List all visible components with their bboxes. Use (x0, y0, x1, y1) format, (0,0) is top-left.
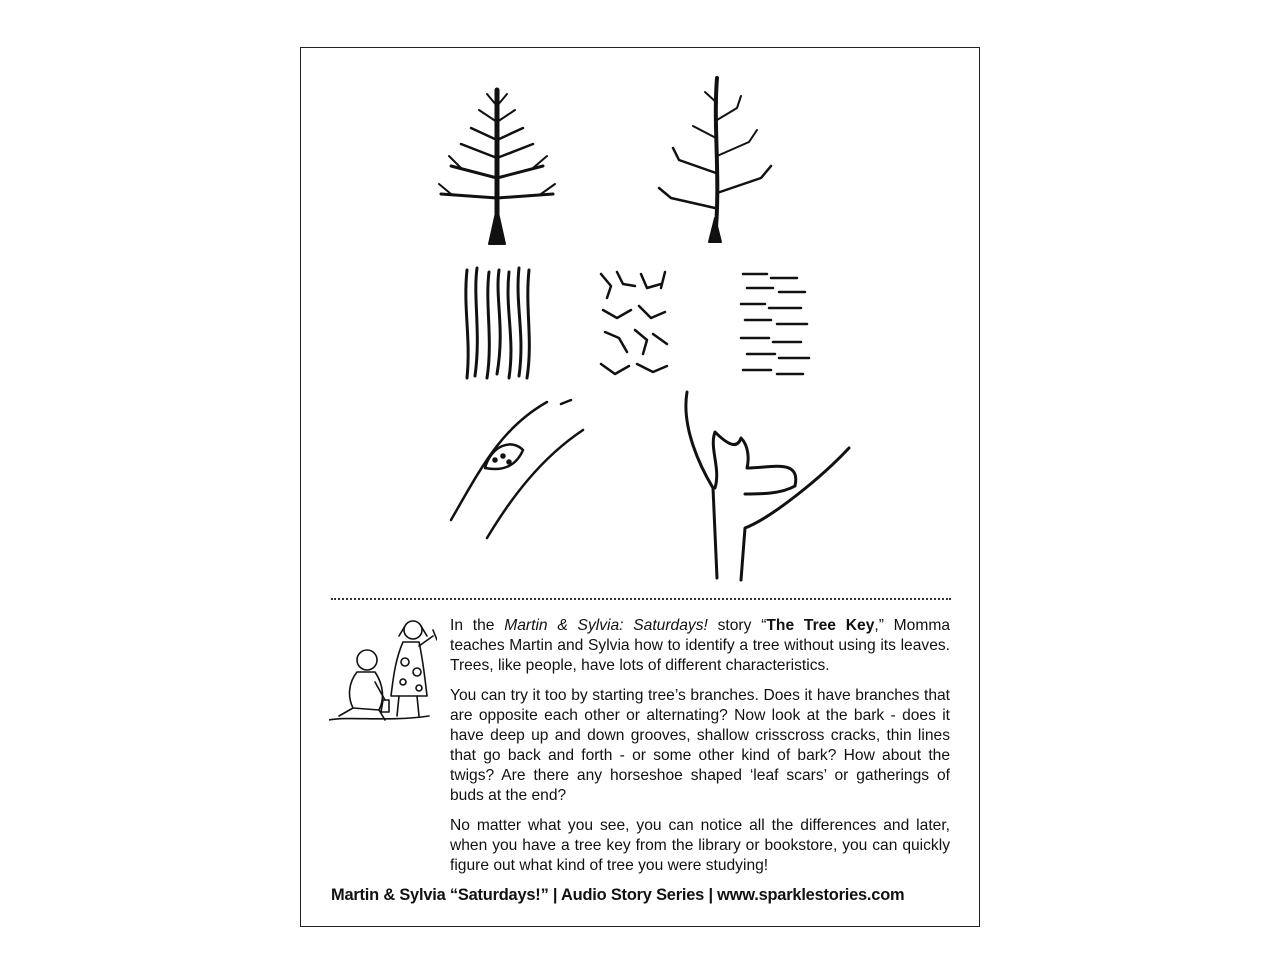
bud-twig-icon (686, 392, 849, 580)
intro-part1: In the (450, 617, 505, 634)
children-drawing-icon (329, 616, 437, 728)
dotted-divider (331, 598, 951, 600)
instructions-paragraph: You can try it too by starting tree’s branches. Does it have branches that are opposite each other or alternating? Now look at the bark - does it have deep up and down grooves, shallow crisscross cracks, thin lines that go back and forth - or some other kind of bark? How about the twigs? Are there any horseshoe shaped ‘leaf scars’ or gatherings of buds at the end? (450, 687, 950, 804)
story-text (450, 616, 950, 886)
story-title: The Tree Key (766, 617, 875, 634)
bark-lines-icon (741, 274, 809, 374)
intro-part3: ,” Momma teaches Martin and Sylvia how to identify a tree without using its leaves. Trees, like people, have lots of different characteristics. (450, 617, 950, 674)
conclusion-paragraph: No matter what you see, you can notice all the differences and later, when you have a tree key from the library or bookstore, you can quickly figure out what kind of tree you were studying! (450, 817, 950, 874)
leaf-scar-twig-icon (451, 400, 583, 538)
footer-credit: Martin & Sylvia “Saturdays!” | Audio Story Series | www.sparklestories.com (331, 886, 905, 904)
tree-alternate-branches-icon (659, 78, 771, 242)
intro-part2: story “ (707, 617, 767, 634)
bark-grooves-icon (466, 268, 529, 378)
tree-illustrations (301, 48, 981, 598)
bark-crisscross-icon (601, 272, 667, 374)
series-title: Martin & Sylvia: Saturdays! (504, 617, 708, 634)
worksheet-page (300, 47, 980, 927)
tree-opposite-branches-icon (439, 90, 555, 244)
intro-paragraph (450, 616, 950, 676)
